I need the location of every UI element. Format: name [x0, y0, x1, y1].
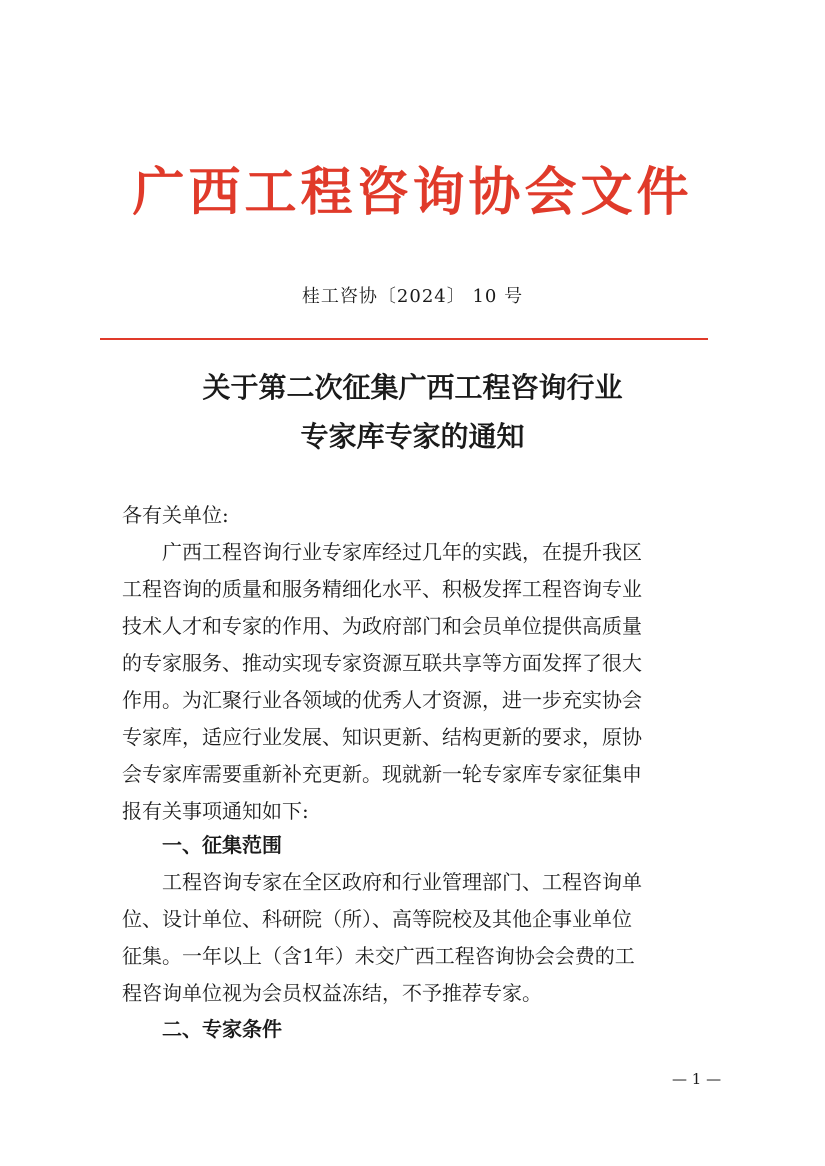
section-1-line: 位、设计单位、科研院（所）、高等院校及其他企事业单位	[122, 907, 632, 931]
section-1-line: 征集。一年以上（含1年）未交广西工程咨询协会会费的工	[122, 944, 635, 968]
intro-line: 专家库，适应行业发展、知识更新、结构更新的要求，原协	[122, 725, 642, 749]
org-document-header: 广西工程咨询协会文件	[132, 162, 693, 223]
notice-title-line-1: 关于第二次征集广西工程咨询行业	[202, 371, 623, 404]
intro-line: 工程咨询的质量和服务精细化水平、积极发挥工程咨询专业	[122, 577, 642, 601]
section-2-heading: 二、专家条件	[162, 1017, 282, 1041]
page-number: — 1 —	[672, 1070, 722, 1088]
header-divider	[100, 338, 708, 340]
intro-line: 的专家服务、推动实现专家资源互联共享等方面发挥了很大	[122, 651, 642, 675]
intro-line: 报有关事项通知如下:	[122, 799, 309, 823]
intro-line: 广西工程咨询行业专家库经过几年的实践，在提升我区	[162, 540, 642, 564]
section-1-line: 工程咨询专家在全区政府和行业管理部门、工程咨询单	[162, 870, 642, 894]
intro-line: 作用。为汇聚行业各领域的优秀人才资源，进一步充实协会	[122, 688, 642, 712]
section-1-line: 程咨询单位视为会员权益冻结，不予推荐专家。	[122, 981, 542, 1005]
section-1-heading: 一、征集范围	[162, 833, 282, 857]
document-number: 桂工咨协〔2024〕 10 号	[301, 286, 524, 307]
intro-line: 会专家库需要重新补充更新。现就新一轮专家库专家征集申	[122, 762, 642, 786]
intro-line: 技术人才和专家的作用、为政府部门和会员单位提供高质量	[122, 614, 642, 638]
salutation: 各有关单位:	[122, 503, 229, 527]
notice-title-line-2: 专家库专家的通知	[300, 420, 525, 453]
